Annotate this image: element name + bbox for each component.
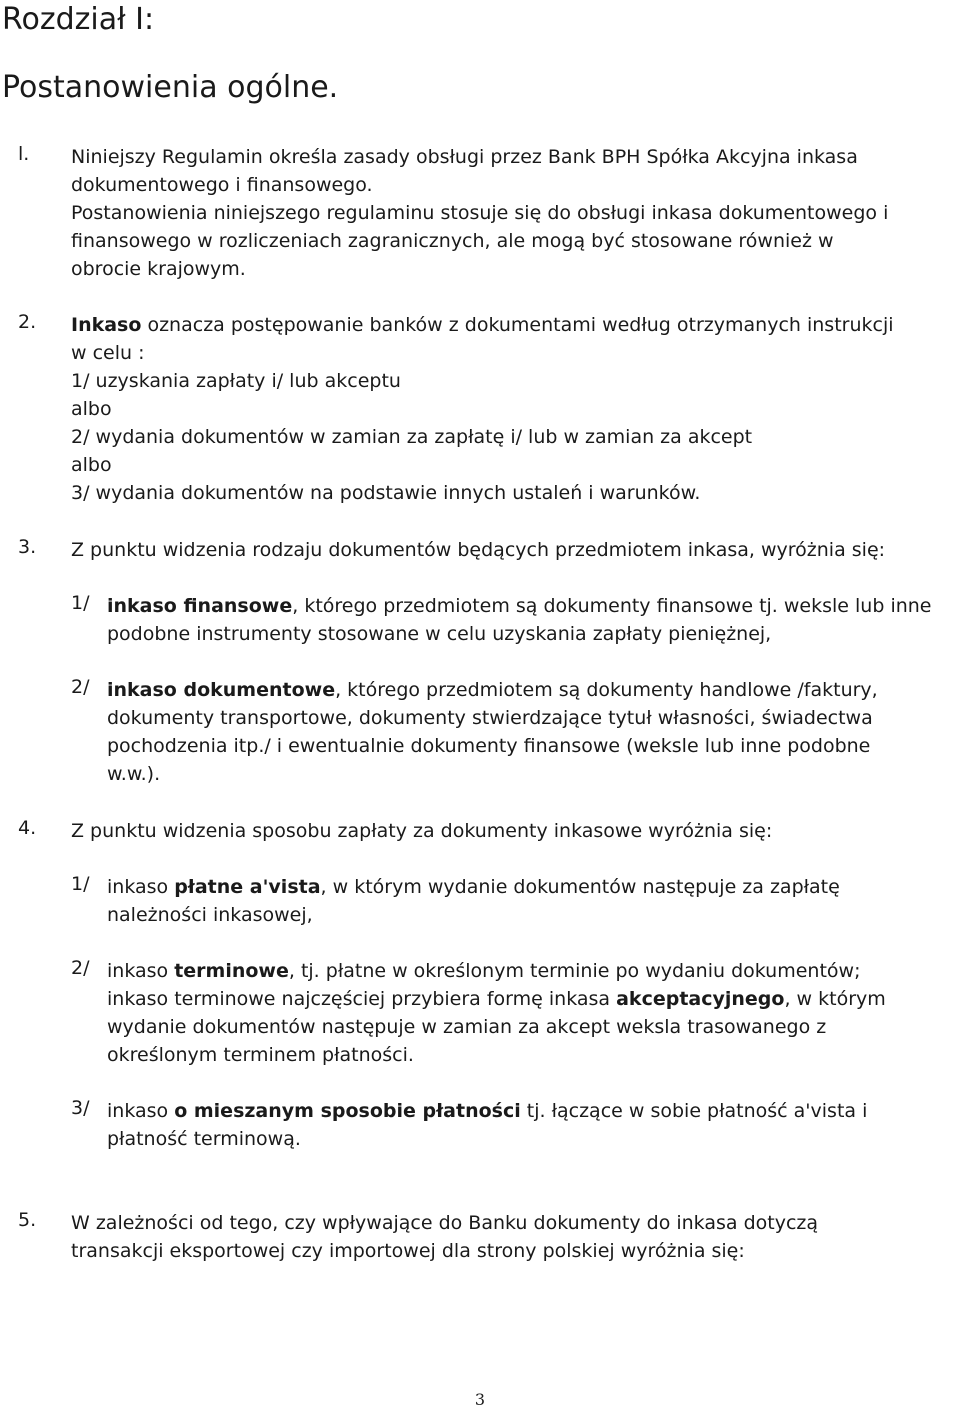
section-number: 4. xyxy=(18,817,37,839)
item-number: 1/ xyxy=(71,592,90,614)
paragraph-line: Postanowienia niniejszego regulaminu stosuje się do obsługi inkasa dokumentowego i xyxy=(71,202,889,224)
section-number: 3. xyxy=(18,536,37,558)
bold-term: płatne a'vista xyxy=(174,876,321,898)
paragraph-line: albo xyxy=(71,398,112,420)
paragraph-line: 1/ uzyskania zapłaty i/ lub akceptu xyxy=(71,370,401,392)
section-title: Postanowienia ogólne. xyxy=(2,70,339,105)
page-number: 3 xyxy=(474,1390,486,1409)
paragraph-line: 2/ wydania dokumentów w zamian za zapłatę i/ lub w zamian za akcept xyxy=(71,426,753,448)
paragraph-line: transakcji eksportowej czy importowej dla strony polskiej wyróżnia się: xyxy=(71,1240,745,1262)
section-number: l. xyxy=(18,143,30,165)
paragraph-line: inkaso o mieszanym sposobie płatności tj. łączące w sobie płatność a'vista i xyxy=(107,1100,868,1122)
paragraph-line: w celu : xyxy=(71,342,145,364)
paragraph-line: Niniejszy Regulamin określa zasady obsługi przez Bank BPH Spółka Akcyjna inkasa xyxy=(71,146,858,168)
paragraph-line: Z punktu widzenia rodzaju dokumentów będących przedmiotem inkasa, wyróżnia się: xyxy=(71,539,886,561)
bold-term: Inkaso xyxy=(71,314,142,336)
paragraph-line: inkaso dokumentowe, którego przedmiotem są dokumenty handlowe /faktury, xyxy=(107,679,878,701)
section-number: 2. xyxy=(18,311,37,333)
paragraph-line: należności inkasowej, xyxy=(107,904,313,926)
paragraph-line: inkaso terminowe najczęściej przybiera formę inkasa akceptacyjnego, w którym xyxy=(107,988,886,1010)
paragraph-line: obrocie krajowym. xyxy=(71,258,246,280)
paragraph-line: dokumentowego i finansowego. xyxy=(71,174,373,196)
paragraph-line: wydanie dokumentów następuje w zamian za akcept weksla trasowanego z xyxy=(107,1016,827,1038)
bold-term: inkaso finansowe xyxy=(107,595,293,617)
paragraph-line: podobne instrumenty stosowane w celu uzyskania zapłaty pieniężnej, xyxy=(107,623,772,645)
paragraph-line: inkaso płatne a'vista, w którym wydanie dokumentów następuje za zapłatę xyxy=(107,876,840,898)
bold-term: terminowe xyxy=(174,960,289,982)
paragraph-line: albo xyxy=(71,454,112,476)
section-number: 5. xyxy=(18,1209,37,1231)
paragraph-line: W zależności od tego, czy wpływające do Banku dokumenty do inkasa dotyczą xyxy=(71,1212,819,1234)
item-number: 3/ xyxy=(71,1097,90,1119)
chapter-heading: Rozdział I: xyxy=(2,2,155,37)
paragraph-line: inkaso finansowe, którego przedmiotem są dokumenty finansowe tj. weksle lub inne xyxy=(107,595,932,617)
paragraph-line: Z punktu widzenia sposobu zapłaty za dokumenty inkasowe wyróżnia się: xyxy=(71,820,773,842)
paragraph-line: inkaso terminowe, tj. płatne w określonym terminie po wydaniu dokumentów; xyxy=(107,960,861,982)
item-number: 2/ xyxy=(71,676,90,698)
paragraph-line: finansowego w rozliczeniach zagranicznych, ale mogą być stosowane również w xyxy=(71,230,834,252)
item-number: 2/ xyxy=(71,957,90,979)
paragraph-line: w.w.). xyxy=(107,763,161,785)
paragraph-line: określonym terminem płatności. xyxy=(107,1044,414,1066)
paragraph-line: pochodzenia itp./ i ewentualnie dokumenty finansowe (weksle lub inne podobne xyxy=(107,735,871,757)
paragraph-line: dokumenty transportowe, dokumenty stwierdzające tytuł własności, świadectwa xyxy=(107,707,873,729)
paragraph-line: płatność terminową. xyxy=(107,1128,301,1150)
bold-term: inkaso dokumentowe xyxy=(107,679,336,701)
paragraph-line: 3/ wydania dokumentów na podstawie innych ustaleń i warunków. xyxy=(71,482,701,504)
bold-term: o mieszanym sposobie płatności xyxy=(174,1100,521,1122)
item-number: 1/ xyxy=(71,873,90,895)
paragraph-line: Inkaso oznacza postępowanie banków z dokumentami według otrzymanych instrukcji xyxy=(71,314,894,336)
bold-term: akceptacyjnego xyxy=(616,988,785,1010)
